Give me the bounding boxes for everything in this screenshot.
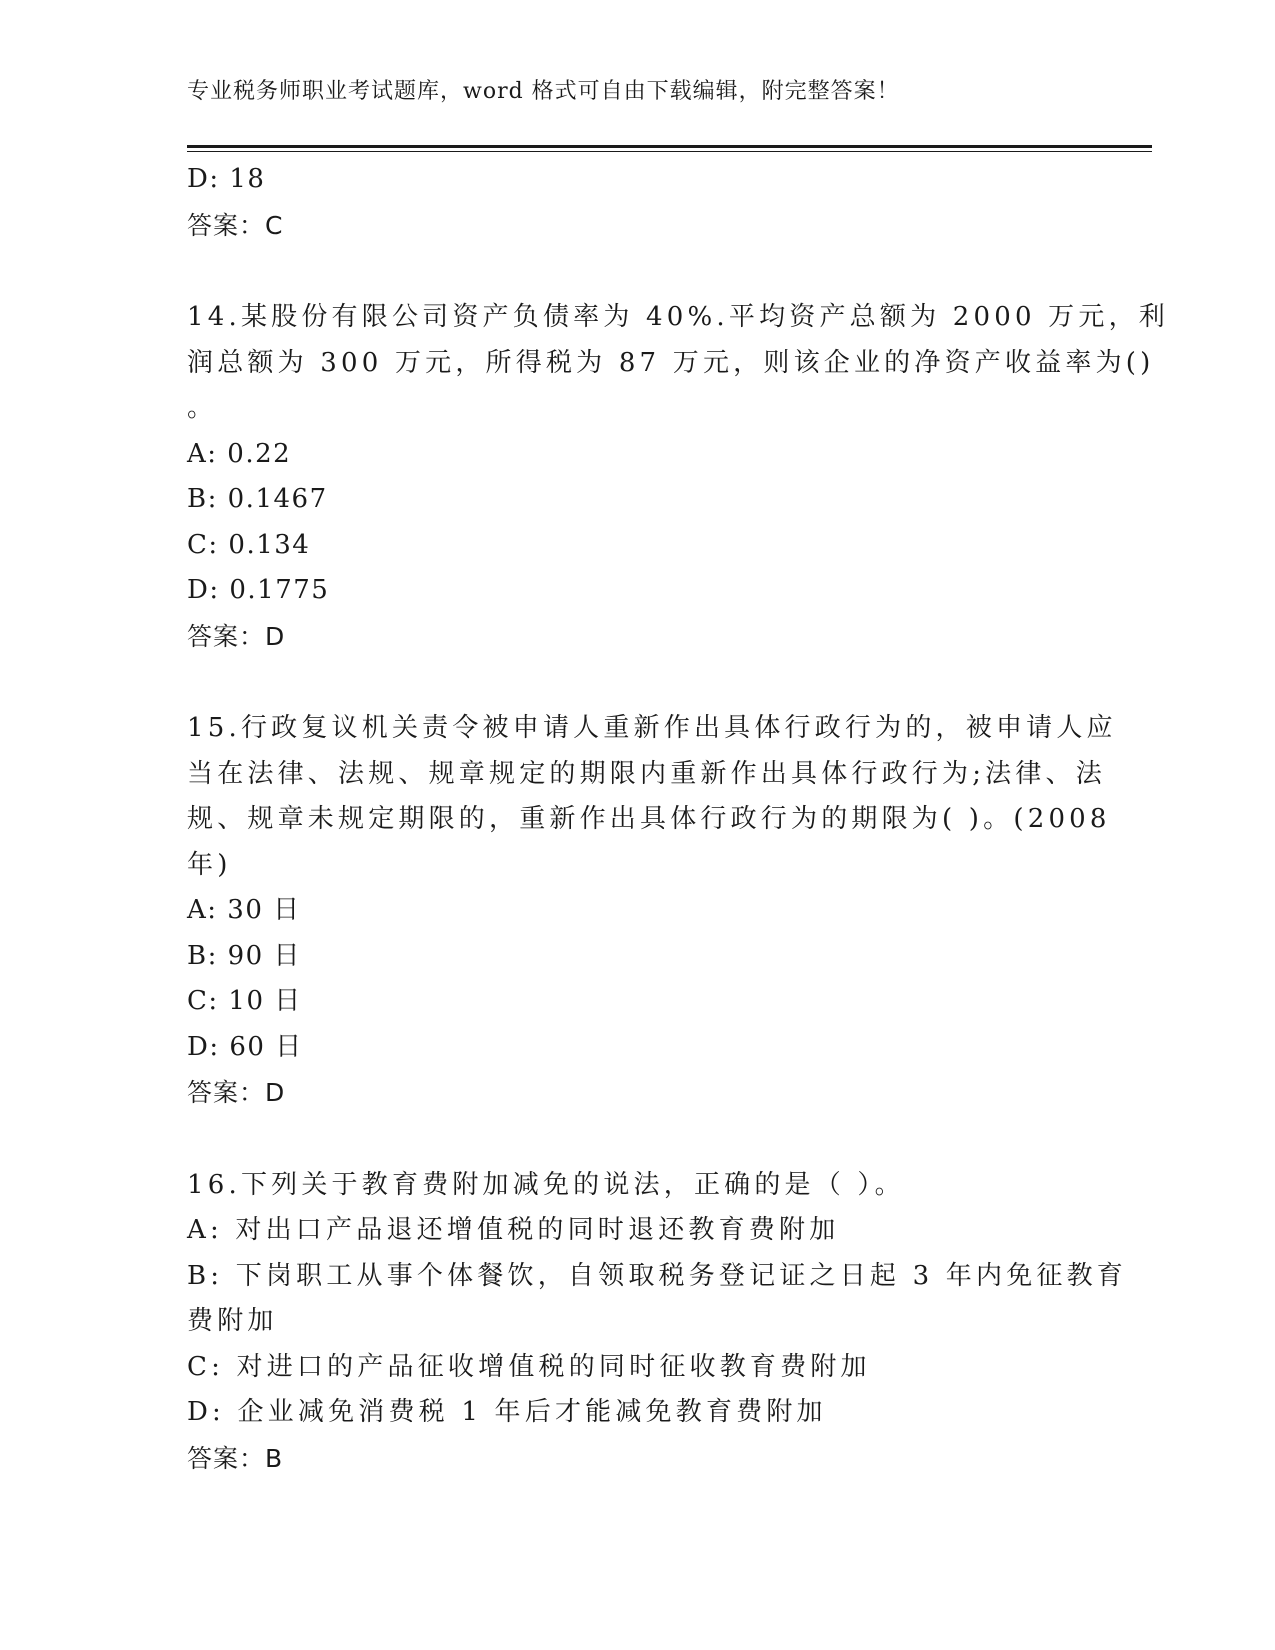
page-header: 专业税务师职业考试题库，word 格式可自由下载编辑，附完整答案！ [187,79,900,104]
option-a: A: 30 日 [187,895,301,925]
option-b: B: 下岗职工从事个体餐饮，自领取税务登记证之日起 3 年内免征教育 [187,1260,1128,1291]
option-d: D: 企业减免消费税 1 年后才能减免教育费附加 [187,1397,827,1427]
option-c: C: 10 日 [187,986,302,1016]
spacer [187,659,1067,706]
answer: 答案：B [187,1443,284,1473]
question-text-line: 润总额为 300 万元，所得税为 87 万元，则该企业的净资产收益率为() [187,347,1155,378]
question-text-line: 规、规章未规定期限的，重新作出具体行政行为的期限为( )。(2008 [187,804,1111,834]
prev-question-answer: 答案：C [187,210,284,240]
question-text-line: 。 [187,393,218,423]
option-c: C: 0.134 [187,529,311,560]
option-c: C: 对进口的产品征收增值税的同时征收教育费附加 [187,1351,871,1382]
prev-question-option-d: D: 18 [187,164,266,194]
header-rule-thin [187,151,1152,152]
spacer [187,1116,1067,1163]
question-16 [187,1163,1128,1482]
option-a: A: 对出口产品退还增值税的同时退还教育费附加 [187,1215,840,1245]
option-d: D: 0.1775 [187,575,330,605]
option-a: A: 0.22 [187,438,292,469]
option-b-continued: 费附加 [187,1306,278,1336]
question-text-line: 当在法律、法规、规章规定的期限内重新作出具体行政行为;法律、法 [187,758,1106,789]
answer: 答案：D [187,621,286,651]
question-text-line: 年) [187,849,232,880]
question-text-line: 15.行政复议机关责令被申请人重新作出具体行政行为的，被申请人应 [187,713,1117,743]
question-content [187,157,1169,1481]
question-14 [187,295,1169,659]
option-b: B: 0.1467 [187,484,328,514]
answer: 答案：D [187,1078,286,1107]
question-text-line: 16.下列关于教育费附加减免的说法，正确的是（ ）。 [187,1169,905,1200]
option-b: B: 90 日 [187,940,301,971]
question-text-line: 14.某股份有限公司资产负债率为 40%.平均资产总额为 2000 万元，利 [187,302,1169,332]
spacer [187,248,1067,295]
question-15 [187,706,1117,1116]
option-d: D: 60 日 [187,1031,303,1062]
header-rule-thick [187,145,1152,148]
